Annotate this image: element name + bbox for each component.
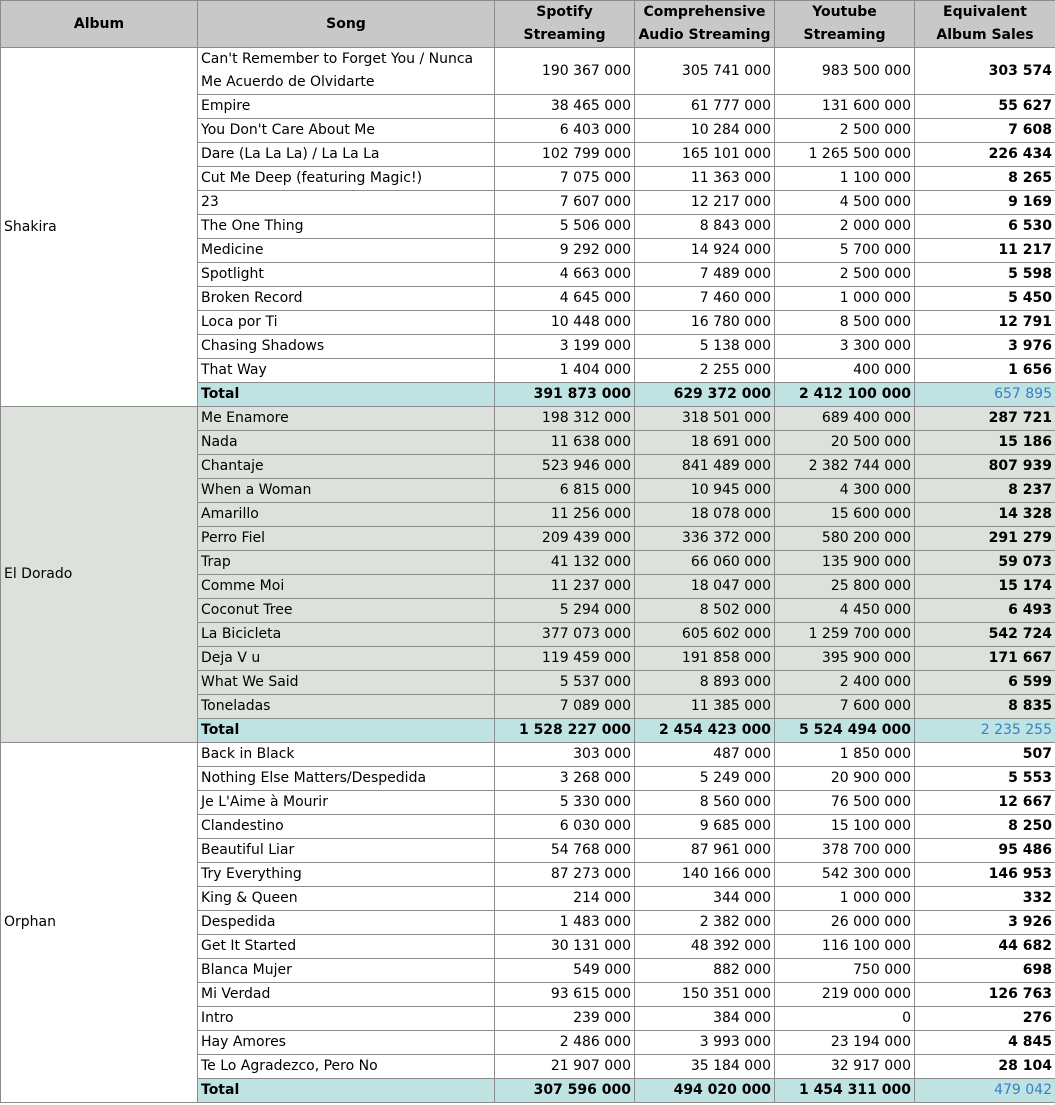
spotify-cell: 11 256 000 bbox=[495, 503, 635, 527]
spotify-cell: 190 367 000 bbox=[495, 48, 635, 95]
equivalent-cell: 8 250 bbox=[915, 815, 1055, 839]
spotify-cell: 21 907 000 bbox=[495, 1055, 635, 1079]
song-cell: Loca por Ti bbox=[198, 311, 495, 335]
album-name-cell: El Dorado bbox=[1, 407, 198, 743]
spotify-cell: 5 330 000 bbox=[495, 791, 635, 815]
spotify-cell: 11 638 000 bbox=[495, 431, 635, 455]
comprehensive-cell: 487 000 bbox=[635, 743, 775, 767]
song-cell: When a Woman bbox=[198, 479, 495, 503]
comprehensive-cell: 305 741 000 bbox=[635, 48, 775, 95]
spotify-cell: 5 506 000 bbox=[495, 215, 635, 239]
equivalent-cell: 807 939 bbox=[915, 455, 1055, 479]
spotify-cell: 1 483 000 bbox=[495, 911, 635, 935]
spotify-cell: 239 000 bbox=[495, 1007, 635, 1031]
spotify-cell: 87 273 000 bbox=[495, 863, 635, 887]
song-cell: Beautiful Liar bbox=[198, 839, 495, 863]
equivalent-cell: 5 450 bbox=[915, 287, 1055, 311]
spotify-cell: 214 000 bbox=[495, 887, 635, 911]
youtube-cell: 378 700 000 bbox=[775, 839, 915, 863]
album-name-cell: Orphan bbox=[1, 743, 198, 1103]
equivalent-cell: 8 237 bbox=[915, 479, 1055, 503]
youtube-cell: 116 100 000 bbox=[775, 935, 915, 959]
spotify-cell: 7 089 000 bbox=[495, 695, 635, 719]
song-cell: Nada bbox=[198, 431, 495, 455]
comprehensive-cell: 3 993 000 bbox=[635, 1031, 775, 1055]
spotify-cell: 119 459 000 bbox=[495, 647, 635, 671]
comprehensive-cell: 882 000 bbox=[635, 959, 775, 983]
youtube-cell: 4 500 000 bbox=[775, 191, 915, 215]
table-row bbox=[1, 48, 1055, 95]
equivalent-cell: 3 926 bbox=[915, 911, 1055, 935]
spotify-cell: 6 403 000 bbox=[495, 119, 635, 143]
header-album: Album bbox=[1, 1, 198, 48]
equivalent-cell: 8 265 bbox=[915, 167, 1055, 191]
total-youtube-cell: 5 524 494 000 bbox=[775, 719, 915, 743]
comprehensive-cell: 8 843 000 bbox=[635, 215, 775, 239]
youtube-cell: 983 500 000 bbox=[775, 48, 915, 95]
comprehensive-cell: 5 138 000 bbox=[635, 335, 775, 359]
comprehensive-cell: 7 489 000 bbox=[635, 263, 775, 287]
spotify-cell: 54 768 000 bbox=[495, 839, 635, 863]
song-cell: Chasing Shadows bbox=[198, 335, 495, 359]
equivalent-cell: 9 169 bbox=[915, 191, 1055, 215]
song-cell: Nothing Else Matters/Despedida bbox=[198, 767, 495, 791]
song-cell: Medicine bbox=[198, 239, 495, 263]
equivalent-cell: 7 608 bbox=[915, 119, 1055, 143]
youtube-cell: 1 259 700 000 bbox=[775, 623, 915, 647]
song-cell: Te Lo Agradezco, Pero No bbox=[198, 1055, 495, 1079]
equivalent-cell: 44 682 bbox=[915, 935, 1055, 959]
youtube-cell: 400 000 bbox=[775, 359, 915, 383]
song-cell: That Way bbox=[198, 359, 495, 383]
total-comprehensive-cell: 494 020 000 bbox=[635, 1079, 775, 1103]
album-group-orphan bbox=[1, 743, 1055, 1103]
youtube-cell: 3 300 000 bbox=[775, 335, 915, 359]
youtube-cell: 23 194 000 bbox=[775, 1031, 915, 1055]
total-comprehensive-cell: 2 454 423 000 bbox=[635, 719, 775, 743]
song-cell: Intro bbox=[198, 1007, 495, 1031]
spotify-cell: 7 607 000 bbox=[495, 191, 635, 215]
youtube-cell: 15 100 000 bbox=[775, 815, 915, 839]
header-equivalent-album-sales: Equivalent Album Sales bbox=[915, 1, 1055, 48]
total-equivalent-cell: 657 895 bbox=[915, 383, 1055, 407]
youtube-cell: 1 850 000 bbox=[775, 743, 915, 767]
comprehensive-cell: 318 501 000 bbox=[635, 407, 775, 431]
comprehensive-cell: 2 255 000 bbox=[635, 359, 775, 383]
equivalent-cell: 59 073 bbox=[915, 551, 1055, 575]
album-group-shakira bbox=[1, 48, 1055, 407]
youtube-cell: 26 000 000 bbox=[775, 911, 915, 935]
song-cell: Me Enamore bbox=[198, 407, 495, 431]
song-cell: Back in Black bbox=[198, 743, 495, 767]
spotify-cell: 41 132 000 bbox=[495, 551, 635, 575]
comprehensive-cell: 8 893 000 bbox=[635, 671, 775, 695]
equivalent-cell: 28 104 bbox=[915, 1055, 1055, 1079]
equivalent-cell: 4 845 bbox=[915, 1031, 1055, 1055]
spotify-cell: 198 312 000 bbox=[495, 407, 635, 431]
header-spotify-streaming: Spotify Streaming bbox=[495, 1, 635, 48]
song-cell: King & Queen bbox=[198, 887, 495, 911]
song-cell: Empire bbox=[198, 95, 495, 119]
album-name-cell: Shakira bbox=[1, 48, 198, 407]
comprehensive-cell: 336 372 000 bbox=[635, 527, 775, 551]
spotify-cell: 6 030 000 bbox=[495, 815, 635, 839]
spotify-cell: 93 615 000 bbox=[495, 983, 635, 1007]
spotify-cell: 11 237 000 bbox=[495, 575, 635, 599]
equivalent-cell: 5 553 bbox=[915, 767, 1055, 791]
equivalent-cell: 6 599 bbox=[915, 671, 1055, 695]
table-header bbox=[1, 1, 1055, 48]
comprehensive-cell: 16 780 000 bbox=[635, 311, 775, 335]
spotify-cell: 3 268 000 bbox=[495, 767, 635, 791]
comprehensive-cell: 18 047 000 bbox=[635, 575, 775, 599]
equivalent-cell: 95 486 bbox=[915, 839, 1055, 863]
equivalent-cell: 276 bbox=[915, 1007, 1055, 1031]
equivalent-cell: 12 791 bbox=[915, 311, 1055, 335]
header-comprehensive-audio-streaming: Comprehensive Audio Streaming bbox=[635, 1, 775, 48]
equivalent-cell: 126 763 bbox=[915, 983, 1055, 1007]
equivalent-cell: 303 574 bbox=[915, 48, 1055, 95]
comprehensive-cell: 10 945 000 bbox=[635, 479, 775, 503]
youtube-cell: 135 900 000 bbox=[775, 551, 915, 575]
total-youtube-cell: 1 454 311 000 bbox=[775, 1079, 915, 1103]
spotify-cell: 1 404 000 bbox=[495, 359, 635, 383]
comprehensive-cell: 66 060 000 bbox=[635, 551, 775, 575]
comprehensive-cell: 605 602 000 bbox=[635, 623, 775, 647]
header-song: Song bbox=[198, 1, 495, 48]
comprehensive-cell: 8 560 000 bbox=[635, 791, 775, 815]
equivalent-cell: 12 667 bbox=[915, 791, 1055, 815]
song-cell: Trap bbox=[198, 551, 495, 575]
youtube-cell: 219 000 000 bbox=[775, 983, 915, 1007]
equivalent-cell: 11 217 bbox=[915, 239, 1055, 263]
youtube-cell: 689 400 000 bbox=[775, 407, 915, 431]
total-equivalent-cell: 2 235 255 bbox=[915, 719, 1055, 743]
youtube-cell: 8 500 000 bbox=[775, 311, 915, 335]
youtube-cell: 7 600 000 bbox=[775, 695, 915, 719]
song-cell: Coconut Tree bbox=[198, 599, 495, 623]
header-youtube-streaming: Youtube Streaming bbox=[775, 1, 915, 48]
equivalent-cell: 287 721 bbox=[915, 407, 1055, 431]
youtube-cell: 2 400 000 bbox=[775, 671, 915, 695]
equivalent-cell: 171 667 bbox=[915, 647, 1055, 671]
total-song-cell: Total bbox=[198, 1079, 495, 1103]
youtube-cell: 4 300 000 bbox=[775, 479, 915, 503]
song-cell: Comme Moi bbox=[198, 575, 495, 599]
spotify-cell: 377 073 000 bbox=[495, 623, 635, 647]
youtube-cell: 2 382 744 000 bbox=[775, 455, 915, 479]
spotify-cell: 549 000 bbox=[495, 959, 635, 983]
comprehensive-cell: 10 284 000 bbox=[635, 119, 775, 143]
total-song-cell: Total bbox=[198, 719, 495, 743]
album-group-el-dorado bbox=[1, 407, 1055, 743]
total-youtube-cell: 2 412 100 000 bbox=[775, 383, 915, 407]
equivalent-cell: 6 530 bbox=[915, 215, 1055, 239]
total-spotify-cell: 307 596 000 bbox=[495, 1079, 635, 1103]
spotify-cell: 30 131 000 bbox=[495, 935, 635, 959]
song-cell: Hay Amores bbox=[198, 1031, 495, 1055]
comprehensive-cell: 18 691 000 bbox=[635, 431, 775, 455]
table-row bbox=[1, 743, 1055, 767]
spotify-cell: 10 448 000 bbox=[495, 311, 635, 335]
comprehensive-cell: 18 078 000 bbox=[635, 503, 775, 527]
song-cell: The One Thing bbox=[198, 215, 495, 239]
youtube-cell: 1 000 000 bbox=[775, 287, 915, 311]
song-cell: Mi Verdad bbox=[198, 983, 495, 1007]
equivalent-cell: 542 724 bbox=[915, 623, 1055, 647]
equivalent-cell: 14 328 bbox=[915, 503, 1055, 527]
spotify-cell: 102 799 000 bbox=[495, 143, 635, 167]
comprehensive-cell: 8 502 000 bbox=[635, 599, 775, 623]
equivalent-cell: 698 bbox=[915, 959, 1055, 983]
song-cell: Spotlight bbox=[198, 263, 495, 287]
spotify-cell: 9 292 000 bbox=[495, 239, 635, 263]
song-cell: Perro Fiel bbox=[198, 527, 495, 551]
spotify-cell: 4 645 000 bbox=[495, 287, 635, 311]
song-cell: You Don't Care About Me bbox=[198, 119, 495, 143]
song-cell: 23 bbox=[198, 191, 495, 215]
comprehensive-cell: 14 924 000 bbox=[635, 239, 775, 263]
youtube-cell: 2 000 000 bbox=[775, 215, 915, 239]
youtube-cell: 20 900 000 bbox=[775, 767, 915, 791]
youtube-cell: 25 800 000 bbox=[775, 575, 915, 599]
youtube-cell: 1 265 500 000 bbox=[775, 143, 915, 167]
equivalent-cell: 55 627 bbox=[915, 95, 1055, 119]
comprehensive-cell: 9 685 000 bbox=[635, 815, 775, 839]
equivalent-cell: 226 434 bbox=[915, 143, 1055, 167]
song-cell: Amarillo bbox=[198, 503, 495, 527]
spotify-cell: 7 075 000 bbox=[495, 167, 635, 191]
youtube-cell: 15 600 000 bbox=[775, 503, 915, 527]
youtube-cell: 395 900 000 bbox=[775, 647, 915, 671]
equivalent-cell: 8 835 bbox=[915, 695, 1055, 719]
song-cell: Toneladas bbox=[198, 695, 495, 719]
song-cell: Je L'Aime à Mourir bbox=[198, 791, 495, 815]
comprehensive-cell: 61 777 000 bbox=[635, 95, 775, 119]
song-cell: What We Said bbox=[198, 671, 495, 695]
song-cell: Try Everything bbox=[198, 863, 495, 887]
equivalent-cell: 5 598 bbox=[915, 263, 1055, 287]
youtube-cell: 542 300 000 bbox=[775, 863, 915, 887]
comprehensive-cell: 841 489 000 bbox=[635, 455, 775, 479]
spotify-cell: 3 199 000 bbox=[495, 335, 635, 359]
youtube-cell: 750 000 bbox=[775, 959, 915, 983]
spotify-cell: 2 486 000 bbox=[495, 1031, 635, 1055]
total-spotify-cell: 391 873 000 bbox=[495, 383, 635, 407]
spotify-cell: 4 663 000 bbox=[495, 263, 635, 287]
spotify-cell: 6 815 000 bbox=[495, 479, 635, 503]
song-cell: Can't Remember to Forget You / Nunca Me Acuerdo de Olvidarte bbox=[198, 48, 495, 95]
equivalent-cell: 6 493 bbox=[915, 599, 1055, 623]
song-cell: Cut Me Deep (featuring Magic!) bbox=[198, 167, 495, 191]
total-comprehensive-cell: 629 372 000 bbox=[635, 383, 775, 407]
comprehensive-cell: 140 166 000 bbox=[635, 863, 775, 887]
spotify-cell: 209 439 000 bbox=[495, 527, 635, 551]
youtube-cell: 5 700 000 bbox=[775, 239, 915, 263]
spotify-cell: 523 946 000 bbox=[495, 455, 635, 479]
comprehensive-cell: 7 460 000 bbox=[635, 287, 775, 311]
equivalent-cell: 291 279 bbox=[915, 527, 1055, 551]
youtube-cell: 20 500 000 bbox=[775, 431, 915, 455]
song-cell: Clandestino bbox=[198, 815, 495, 839]
youtube-cell: 2 500 000 bbox=[775, 119, 915, 143]
header-row bbox=[1, 1, 1055, 48]
comprehensive-cell: 48 392 000 bbox=[635, 935, 775, 959]
song-cell: Blanca Mujer bbox=[198, 959, 495, 983]
song-cell: Chantaje bbox=[198, 455, 495, 479]
table-row bbox=[1, 407, 1055, 431]
total-spotify-cell: 1 528 227 000 bbox=[495, 719, 635, 743]
youtube-cell: 131 600 000 bbox=[775, 95, 915, 119]
spotify-cell: 5 294 000 bbox=[495, 599, 635, 623]
equivalent-cell: 15 174 bbox=[915, 575, 1055, 599]
youtube-cell: 0 bbox=[775, 1007, 915, 1031]
total-equivalent-cell: 479 042 bbox=[915, 1079, 1055, 1103]
comprehensive-cell: 384 000 bbox=[635, 1007, 775, 1031]
comprehensive-cell: 87 961 000 bbox=[635, 839, 775, 863]
song-cell: Deja V u bbox=[198, 647, 495, 671]
equivalent-cell: 332 bbox=[915, 887, 1055, 911]
comprehensive-cell: 150 351 000 bbox=[635, 983, 775, 1007]
spotify-cell: 38 465 000 bbox=[495, 95, 635, 119]
equivalent-cell: 507 bbox=[915, 743, 1055, 767]
comprehensive-cell: 344 000 bbox=[635, 887, 775, 911]
comprehensive-cell: 11 363 000 bbox=[635, 167, 775, 191]
youtube-cell: 4 450 000 bbox=[775, 599, 915, 623]
youtube-cell: 2 500 000 bbox=[775, 263, 915, 287]
total-song-cell: Total bbox=[198, 383, 495, 407]
comprehensive-cell: 5 249 000 bbox=[635, 767, 775, 791]
youtube-cell: 580 200 000 bbox=[775, 527, 915, 551]
youtube-cell: 1 000 000 bbox=[775, 887, 915, 911]
song-cell: Broken Record bbox=[198, 287, 495, 311]
youtube-cell: 76 500 000 bbox=[775, 791, 915, 815]
equivalent-cell: 146 953 bbox=[915, 863, 1055, 887]
song-cell: Despedida bbox=[198, 911, 495, 935]
youtube-cell: 1 100 000 bbox=[775, 167, 915, 191]
comprehensive-cell: 2 382 000 bbox=[635, 911, 775, 935]
comprehensive-cell: 11 385 000 bbox=[635, 695, 775, 719]
spotify-cell: 303 000 bbox=[495, 743, 635, 767]
equivalent-cell: 15 186 bbox=[915, 431, 1055, 455]
comprehensive-cell: 165 101 000 bbox=[635, 143, 775, 167]
comprehensive-cell: 35 184 000 bbox=[635, 1055, 775, 1079]
equivalent-cell: 3 976 bbox=[915, 335, 1055, 359]
spotify-cell: 5 537 000 bbox=[495, 671, 635, 695]
comprehensive-cell: 191 858 000 bbox=[635, 647, 775, 671]
song-cell: La Bicicleta bbox=[198, 623, 495, 647]
song-cell: Get It Started bbox=[198, 935, 495, 959]
equivalent-cell: 1 656 bbox=[915, 359, 1055, 383]
comprehensive-cell: 12 217 000 bbox=[635, 191, 775, 215]
youtube-cell: 32 917 000 bbox=[775, 1055, 915, 1079]
song-cell: Dare (La La La) / La La La bbox=[198, 143, 495, 167]
